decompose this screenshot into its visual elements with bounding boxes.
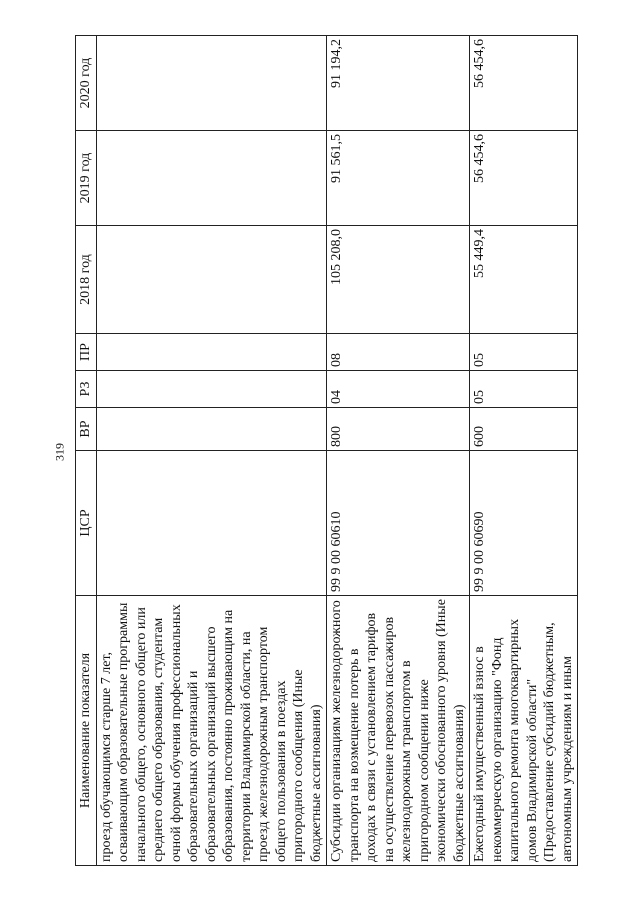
row-vr: 800 (327, 408, 470, 451)
row-2018: 105 208,0 (327, 226, 470, 334)
row-pr: 08 (327, 334, 470, 371)
row-2019 (96, 131, 327, 226)
row-csr (96, 451, 327, 596)
row-2020 (96, 36, 327, 131)
row-rz (96, 371, 327, 408)
row-csr: 99 9 00 60610 (327, 451, 470, 596)
header-csr: ЦСР (76, 451, 97, 596)
row-pr (96, 334, 327, 371)
row-2019: 56 454,6 (470, 131, 578, 226)
header-vr: ВР (76, 408, 97, 451)
table-row (96, 36, 327, 866)
row-pr: 05 (470, 334, 578, 371)
table-row (327, 36, 470, 866)
header-pr: ПР (76, 334, 97, 371)
row-2018: 55 449,4 (470, 226, 578, 334)
budget-table-rotated (75, 36, 615, 866)
row-name: Субсидии организациям железнодорожного транспорта на возмещение потерь в доходах в связи с установлением тарифов на осуществление перевозок пассажиров железнодорожным транспортом в пригородном сообщении ниже экономически обоснованного уровня (Иные бюджетные ассигнования) (327, 596, 470, 866)
header-rz: РЗ (76, 371, 97, 408)
header-row (76, 36, 97, 866)
table-row (470, 36, 578, 866)
row-name: проезд обучающимся старше 7 лет, осваивающим образовательные программы начального общего, основного общего или среднего общего образования, студентам очной формы обучения профессиональных образовательных организаций и образовательных организаций высшего образования, постоянно проживающим на территории Владимирской области, на проезд железнодорожным транспортом общего пользования в поездах пригородного сообщения (Иные бюджетные ассигнования) (96, 596, 327, 866)
row-2019: 91 561,5 (327, 131, 470, 226)
row-vr: 600 (470, 408, 578, 451)
header-2020: 2020 год (76, 36, 97, 131)
row-rz: 05 (470, 371, 578, 408)
row-vr (96, 408, 327, 451)
row-csr: 99 9 00 60690 (470, 451, 578, 596)
row-name: Ежегодный имущественный взнос в некоммерческую организацию "Фонд капитального ремонта многоквартирных домов Владимирской области" (Предоставление субсидий бюджетным, автономным учреждениям и иным (470, 596, 578, 866)
header-2018: 2018 год (76, 226, 97, 334)
header-2019: 2019 год (76, 131, 97, 226)
row-2018 (96, 226, 327, 334)
budget-table (75, 35, 578, 866)
header-name: Наименование показателя (76, 596, 97, 866)
row-2020: 91 194,2 (327, 36, 470, 131)
row-2020: 56 454,6 (470, 36, 578, 131)
row-rz: 04 (327, 371, 470, 408)
